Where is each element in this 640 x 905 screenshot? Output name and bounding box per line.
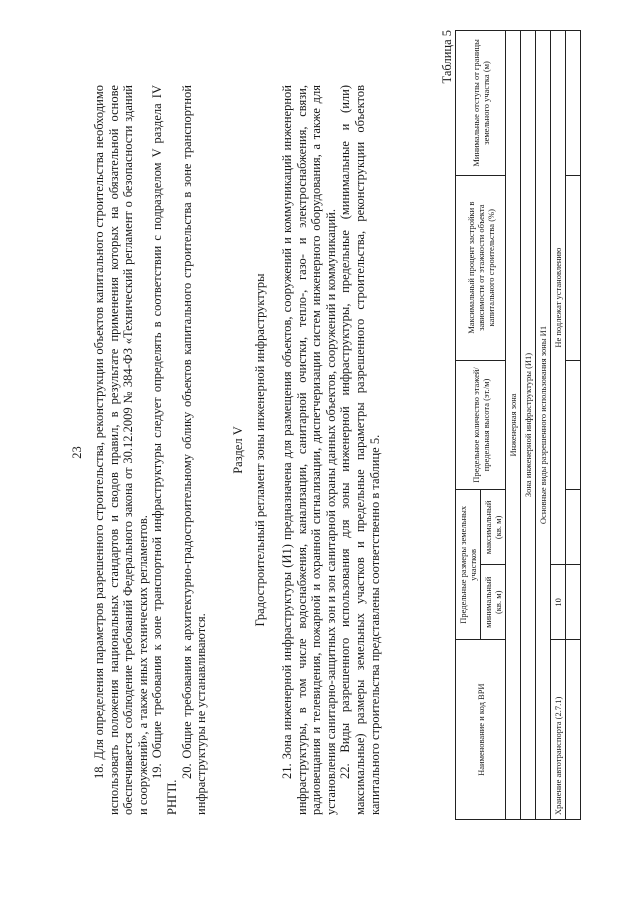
table-row <box>551 31 566 820</box>
empty-cell <box>566 565 581 640</box>
table-zone-row <box>521 31 536 820</box>
cell-not-set: Не подлежат установлению <box>551 31 566 565</box>
paragraph-20: 20. Общие требования к архитектурно-градостроительному облику объектов капитального строительства в зоне транспортной инфраструктуры не устанавливаются. <box>179 85 209 815</box>
table-caption: Таблица 5 <box>440 30 454 84</box>
table-header-row <box>456 31 481 820</box>
section-subtitle: Градостроительный регламент зоны инженерной инфраструктуры <box>253 273 268 627</box>
header-min: минимальный (кв. м) <box>481 565 506 640</box>
empty-cell <box>566 31 581 176</box>
zone-row-label: Инженерная зона <box>506 31 521 820</box>
zone-row-label: Зона инженерной инфраструктуры (И1) <box>521 31 536 820</box>
paragraph-21: 21. Зона инженерной инфраструктуры (И1) предназначена для размещения объектов, сооружений и коммуникаций инженерной инфраструктуры, в том числе водоснабжения, канализации, санитарной очистки, тепло-, газо- и электроснабжения, связи, радиовещания и телевидения, пожарной и охранной сигнализации, диспетчеризации систем инженерного оборудования, а также для установления санитарно-защитных зон и зон санитарной охраны данных объектов, сооружений и коммуникаций. <box>279 85 338 815</box>
header-max: максимальный (кв. м) <box>481 490 506 565</box>
section-title: Раздел V <box>230 426 245 474</box>
table-empty-row <box>566 31 581 820</box>
paragraph-18: 18. Для определения параметров разрешенного строительства, реконструкции объектов капитального строительства необходимо использовать положения национальных стандартов и сводов правил, в результате применения которых на обязательной основе обеспечивается соблюдение требований Федерального закона от 30.12.2009 № 384-ФЗ «Технический регламент о безопасности зданий и сооружений», а также иных технических регламентов. <box>92 85 150 815</box>
page-number: 23 <box>70 446 84 459</box>
header-name: Наименование и код ВРИ <box>456 640 506 820</box>
header-percent: Максимальный процент застройки в зависимости от этажности объекта капитального строительства (%) <box>456 175 506 360</box>
table-zone-row <box>506 31 521 820</box>
paragraph-19: 19. Общие требования к зоне транспортной инфраструктуры следует определять в соответствии с подразделом V раздела IV РНГП. <box>150 85 179 815</box>
paragraph-22: 22. Виды разрешенного использования для зоны инженерной инфраструктуры, предельные (минимальные и (или) максимальные) размеры земельных участков и предельные параметры разрешенного строительства, реконструкции объектов капитального строительства представлены соответственно в таблице 5. <box>338 85 382 815</box>
empty-cell <box>566 175 581 360</box>
table-zone-row <box>536 31 551 820</box>
regulation-table <box>455 30 581 820</box>
header-setback: Минимальные отступы от границы земельного участка (м) <box>456 31 506 176</box>
empty-cell <box>566 490 581 565</box>
zone-row-label: Основные виды разрешенного использования зоны И1 <box>536 31 551 820</box>
cell-name: Хранение автотранспорта (2.7.1) <box>551 640 566 820</box>
header-floors: Предельное количество этажей/предельная высота (эт./м) <box>456 360 506 490</box>
cell-min: 10 <box>551 565 566 640</box>
empty-cell <box>566 360 581 490</box>
body-text <box>92 85 382 815</box>
empty-cell <box>566 640 581 820</box>
header-sizes: Предельные размеры земельных участков <box>456 490 481 640</box>
